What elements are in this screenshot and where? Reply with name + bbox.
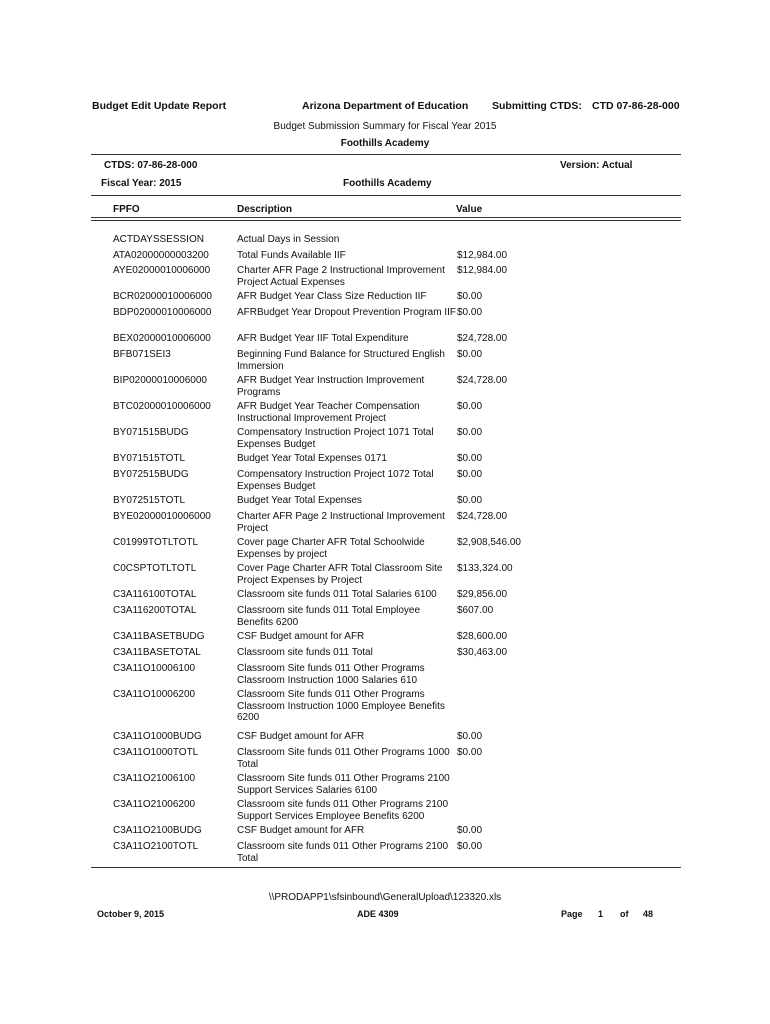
fpfo-cell: C3A11BASETBUDG bbox=[113, 631, 205, 642]
fpfo-cell: C3A11O21006100 bbox=[113, 773, 196, 784]
description-cell: Beginning Fund Balance for Structured English Immersion bbox=[237, 349, 445, 372]
value-cell: $28,600.00 bbox=[457, 631, 508, 642]
fpfo-cell: BY072515TOTL bbox=[113, 495, 186, 506]
value-cell bbox=[457, 663, 547, 686]
fpfo-cell: C3A11O21006200 bbox=[113, 799, 196, 810]
fpfo-cell: C3A11O2100BUDG bbox=[113, 825, 202, 836]
table-row bbox=[91, 663, 547, 686]
value-cell: $0.00 bbox=[457, 291, 483, 302]
value-cell: $0.00 bbox=[457, 401, 483, 412]
fpfo-cell: BYE02000010006000 bbox=[113, 511, 211, 522]
table-row bbox=[91, 731, 547, 743]
description-cell: Classroom Site funds 011 Other Programs Classroom Instruction 1000 Employee Benefits 6200 bbox=[237, 689, 445, 723]
description-cell: CSF Budget amount for AFR bbox=[237, 631, 365, 642]
value-cell: $0.00 bbox=[457, 469, 483, 480]
table-row bbox=[91, 511, 547, 534]
value-cell: $0.00 bbox=[457, 747, 483, 758]
value-cell bbox=[457, 799, 547, 822]
fpfo-cell: BDP02000010006000 bbox=[113, 307, 212, 318]
school-title: Foothills Academy bbox=[340, 138, 430, 149]
table-row bbox=[91, 747, 547, 770]
file-path: \\PRODAPP1\sfsinbound\GeneralUpload\123320.xls bbox=[268, 892, 502, 903]
divider bbox=[91, 217, 681, 218]
fiscal-year-label: Fiscal Year: 2015 bbox=[101, 178, 182, 189]
report-title: Budget Edit Update Report bbox=[92, 100, 227, 112]
table-row bbox=[91, 307, 547, 319]
table-row bbox=[91, 647, 547, 659]
value-cell: $0.00 bbox=[457, 495, 483, 506]
fpfo-cell: BY072515BUDG bbox=[113, 469, 189, 480]
fpfo-cell: C0CSPTOTLTOTL bbox=[113, 563, 197, 574]
submitting-label: Submitting CTDS: bbox=[492, 100, 582, 112]
value-cell: $24,728.00 bbox=[457, 375, 508, 386]
value-cell: $0.00 bbox=[457, 349, 483, 360]
fpfo-cell: C3A11BASETOTAL bbox=[113, 647, 201, 658]
table-row bbox=[91, 563, 547, 586]
table-row bbox=[91, 349, 547, 372]
table-row bbox=[91, 495, 547, 507]
table-row bbox=[91, 291, 547, 303]
value-cell: $607.00 bbox=[457, 605, 494, 616]
value-cell: $24,728.00 bbox=[457, 511, 508, 522]
column-header-description: Description bbox=[237, 204, 293, 215]
fpfo-cell: BY071515BUDG bbox=[113, 427, 189, 438]
department-name: Arizona Department of Education bbox=[302, 100, 469, 112]
description-cell: Classroom Site funds 011 Other Programs 1000 Total bbox=[237, 747, 450, 770]
value-cell: $0.00 bbox=[457, 731, 483, 742]
value-cell: $12,984.00 bbox=[457, 250, 508, 261]
description-cell: CSF Budget amount for AFR bbox=[237, 825, 365, 836]
description-cell: Charter AFR Page 2 Instructional Improvement Project Actual Expenses bbox=[237, 265, 445, 288]
fpfo-cell: BCR02000010006000 bbox=[113, 291, 212, 302]
description-cell: Total Funds Available IIF bbox=[237, 250, 346, 261]
column-header-fpfo: FPFO bbox=[113, 204, 140, 215]
table-row bbox=[91, 469, 547, 492]
fpfo-cell: C3A116200TOTAL bbox=[113, 605, 197, 616]
value-cell: $12,984.00 bbox=[457, 265, 508, 276]
table-row bbox=[91, 841, 547, 864]
fpfo-cell: C3A11O2100TOTL bbox=[113, 841, 199, 852]
description-cell: AFR Budget Year Class Size Reduction IIF bbox=[237, 291, 427, 302]
fpfo-cell: C3A11O10006100 bbox=[113, 663, 196, 674]
table-row bbox=[91, 589, 547, 601]
value-cell: $24,728.00 bbox=[457, 333, 508, 344]
report-subtitle: Budget Submission Summary for Fiscal Year 2015 bbox=[273, 121, 497, 132]
table-row bbox=[91, 250, 547, 262]
table-row bbox=[91, 234, 547, 246]
fpfo-cell: ATA02000000003200 bbox=[113, 250, 209, 261]
description-cell: Classroom Site funds 011 Other Programs Classroom Instruction 1000 Salaries 610 bbox=[237, 663, 425, 686]
table-row bbox=[91, 825, 547, 837]
value-cell: $0.00 bbox=[457, 307, 483, 318]
description-cell: AFRBudget Year Dropout Prevention Program IIF bbox=[237, 307, 457, 318]
fpfo-cell: BIP02000010006000 bbox=[113, 375, 207, 386]
description-cell: Classroom site funds 011 Other Programs 2100 Total bbox=[237, 841, 449, 864]
divider bbox=[91, 867, 681, 868]
table-row bbox=[91, 537, 547, 560]
table-row bbox=[91, 265, 547, 288]
table-row bbox=[91, 773, 547, 796]
info-school-name: Foothills Academy bbox=[343, 178, 432, 189]
submitting-value: CTD 07-86-28-000 bbox=[592, 100, 680, 112]
value-cell bbox=[457, 689, 547, 724]
value-cell: $2,908,546.00 bbox=[457, 537, 521, 548]
fpfo-cell: ACTDAYSSESSION bbox=[113, 234, 204, 245]
description-cell: Cover page Charter AFR Total Schoolwide Expenses by project bbox=[237, 537, 425, 560]
of-label: of bbox=[620, 909, 629, 919]
fpfo-cell: C3A116100TOTAL bbox=[113, 589, 197, 600]
description-cell: Actual Days in Session bbox=[237, 234, 340, 245]
description-cell: Budget Year Total Expenses bbox=[237, 495, 362, 506]
value-cell: $0.00 bbox=[457, 825, 483, 836]
fpfo-cell: BTC02000010006000 bbox=[113, 401, 211, 412]
description-cell: Classroom site funds 011 Total Employee Benefits 6200 bbox=[237, 605, 421, 628]
page-label: Page bbox=[561, 909, 583, 919]
value-cell bbox=[457, 773, 547, 796]
value-cell: $30,463.00 bbox=[457, 647, 508, 658]
divider bbox=[91, 220, 681, 221]
fpfo-cell: C01999TOTLTOTL bbox=[113, 537, 199, 548]
value-cell bbox=[457, 234, 547, 246]
report-date: October 9, 2015 bbox=[97, 909, 165, 919]
table-row bbox=[91, 631, 547, 643]
fpfo-cell: AYE02000010006000 bbox=[113, 265, 211, 276]
description-cell: AFR Budget Year IIF Total Expenditure bbox=[237, 333, 409, 344]
description-cell: Charter AFR Page 2 Instructional Improvement Project bbox=[237, 511, 445, 534]
table-row bbox=[91, 375, 547, 398]
description-cell: Classroom site funds 011 Total Salaries 6100 bbox=[237, 589, 437, 600]
value-cell: $133,324.00 bbox=[457, 563, 513, 574]
table-row bbox=[91, 689, 547, 724]
fpfo-cell: BEX02000010006000 bbox=[113, 333, 211, 344]
fpfo-cell: C3A11O10006200 bbox=[113, 689, 196, 700]
description-cell: AFR Budget Year Instruction Improvement Programs bbox=[237, 375, 425, 398]
fpfo-cell: C3A11O1000BUDG bbox=[113, 731, 202, 742]
fpfo-cell: BY071515TOTL bbox=[113, 453, 186, 464]
value-cell: $0.00 bbox=[457, 841, 483, 852]
ctds-label: CTDS: 07-86-28-000 bbox=[104, 160, 198, 171]
page-total: 48 bbox=[643, 909, 654, 919]
fpfo-cell: BFB071SEI3 bbox=[113, 349, 171, 360]
value-cell: $29,856.00 bbox=[457, 589, 508, 600]
table-row bbox=[91, 605, 547, 628]
form-number: ADE 4309 bbox=[357, 909, 399, 919]
description-cell: AFR Budget Year Teacher Compensation Instructional Improvement Project bbox=[237, 401, 420, 424]
divider bbox=[91, 154, 681, 155]
table-row bbox=[91, 799, 547, 822]
value-cell: $0.00 bbox=[457, 453, 483, 464]
column-header-value: Value bbox=[456, 204, 483, 215]
description-cell: Compensatory Instruction Project 1072 Total Expenses Budget bbox=[237, 469, 434, 492]
page-number: 1 bbox=[598, 909, 604, 919]
description-cell: Classroom site funds 011 Other Programs 2100 Support Services Employee Benefits 6200 bbox=[237, 799, 449, 822]
description-cell: Classroom site funds 011 Total bbox=[237, 647, 373, 658]
description-cell: Classroom Site funds 011 Other Programs 2100 Support Services Salaries 6100 bbox=[237, 773, 450, 796]
description-cell: Compensatory Instruction Project 1071 Total Expenses Budget bbox=[237, 427, 434, 450]
description-cell: Budget Year Total Expenses 0171 bbox=[237, 453, 387, 464]
divider bbox=[91, 195, 681, 196]
description-cell: Cover Page Charter AFR Total Classroom Site Project Expenses by Project bbox=[237, 563, 443, 586]
table-row bbox=[91, 333, 547, 345]
value-cell: $0.00 bbox=[457, 427, 483, 438]
table-row bbox=[91, 453, 547, 465]
table-row bbox=[91, 401, 547, 424]
fpfo-cell: C3A11O1000TOTL bbox=[113, 747, 199, 758]
version-label: Version: Actual bbox=[560, 160, 633, 171]
description-cell: CSF Budget amount for AFR bbox=[237, 731, 365, 742]
table-row bbox=[91, 427, 547, 450]
